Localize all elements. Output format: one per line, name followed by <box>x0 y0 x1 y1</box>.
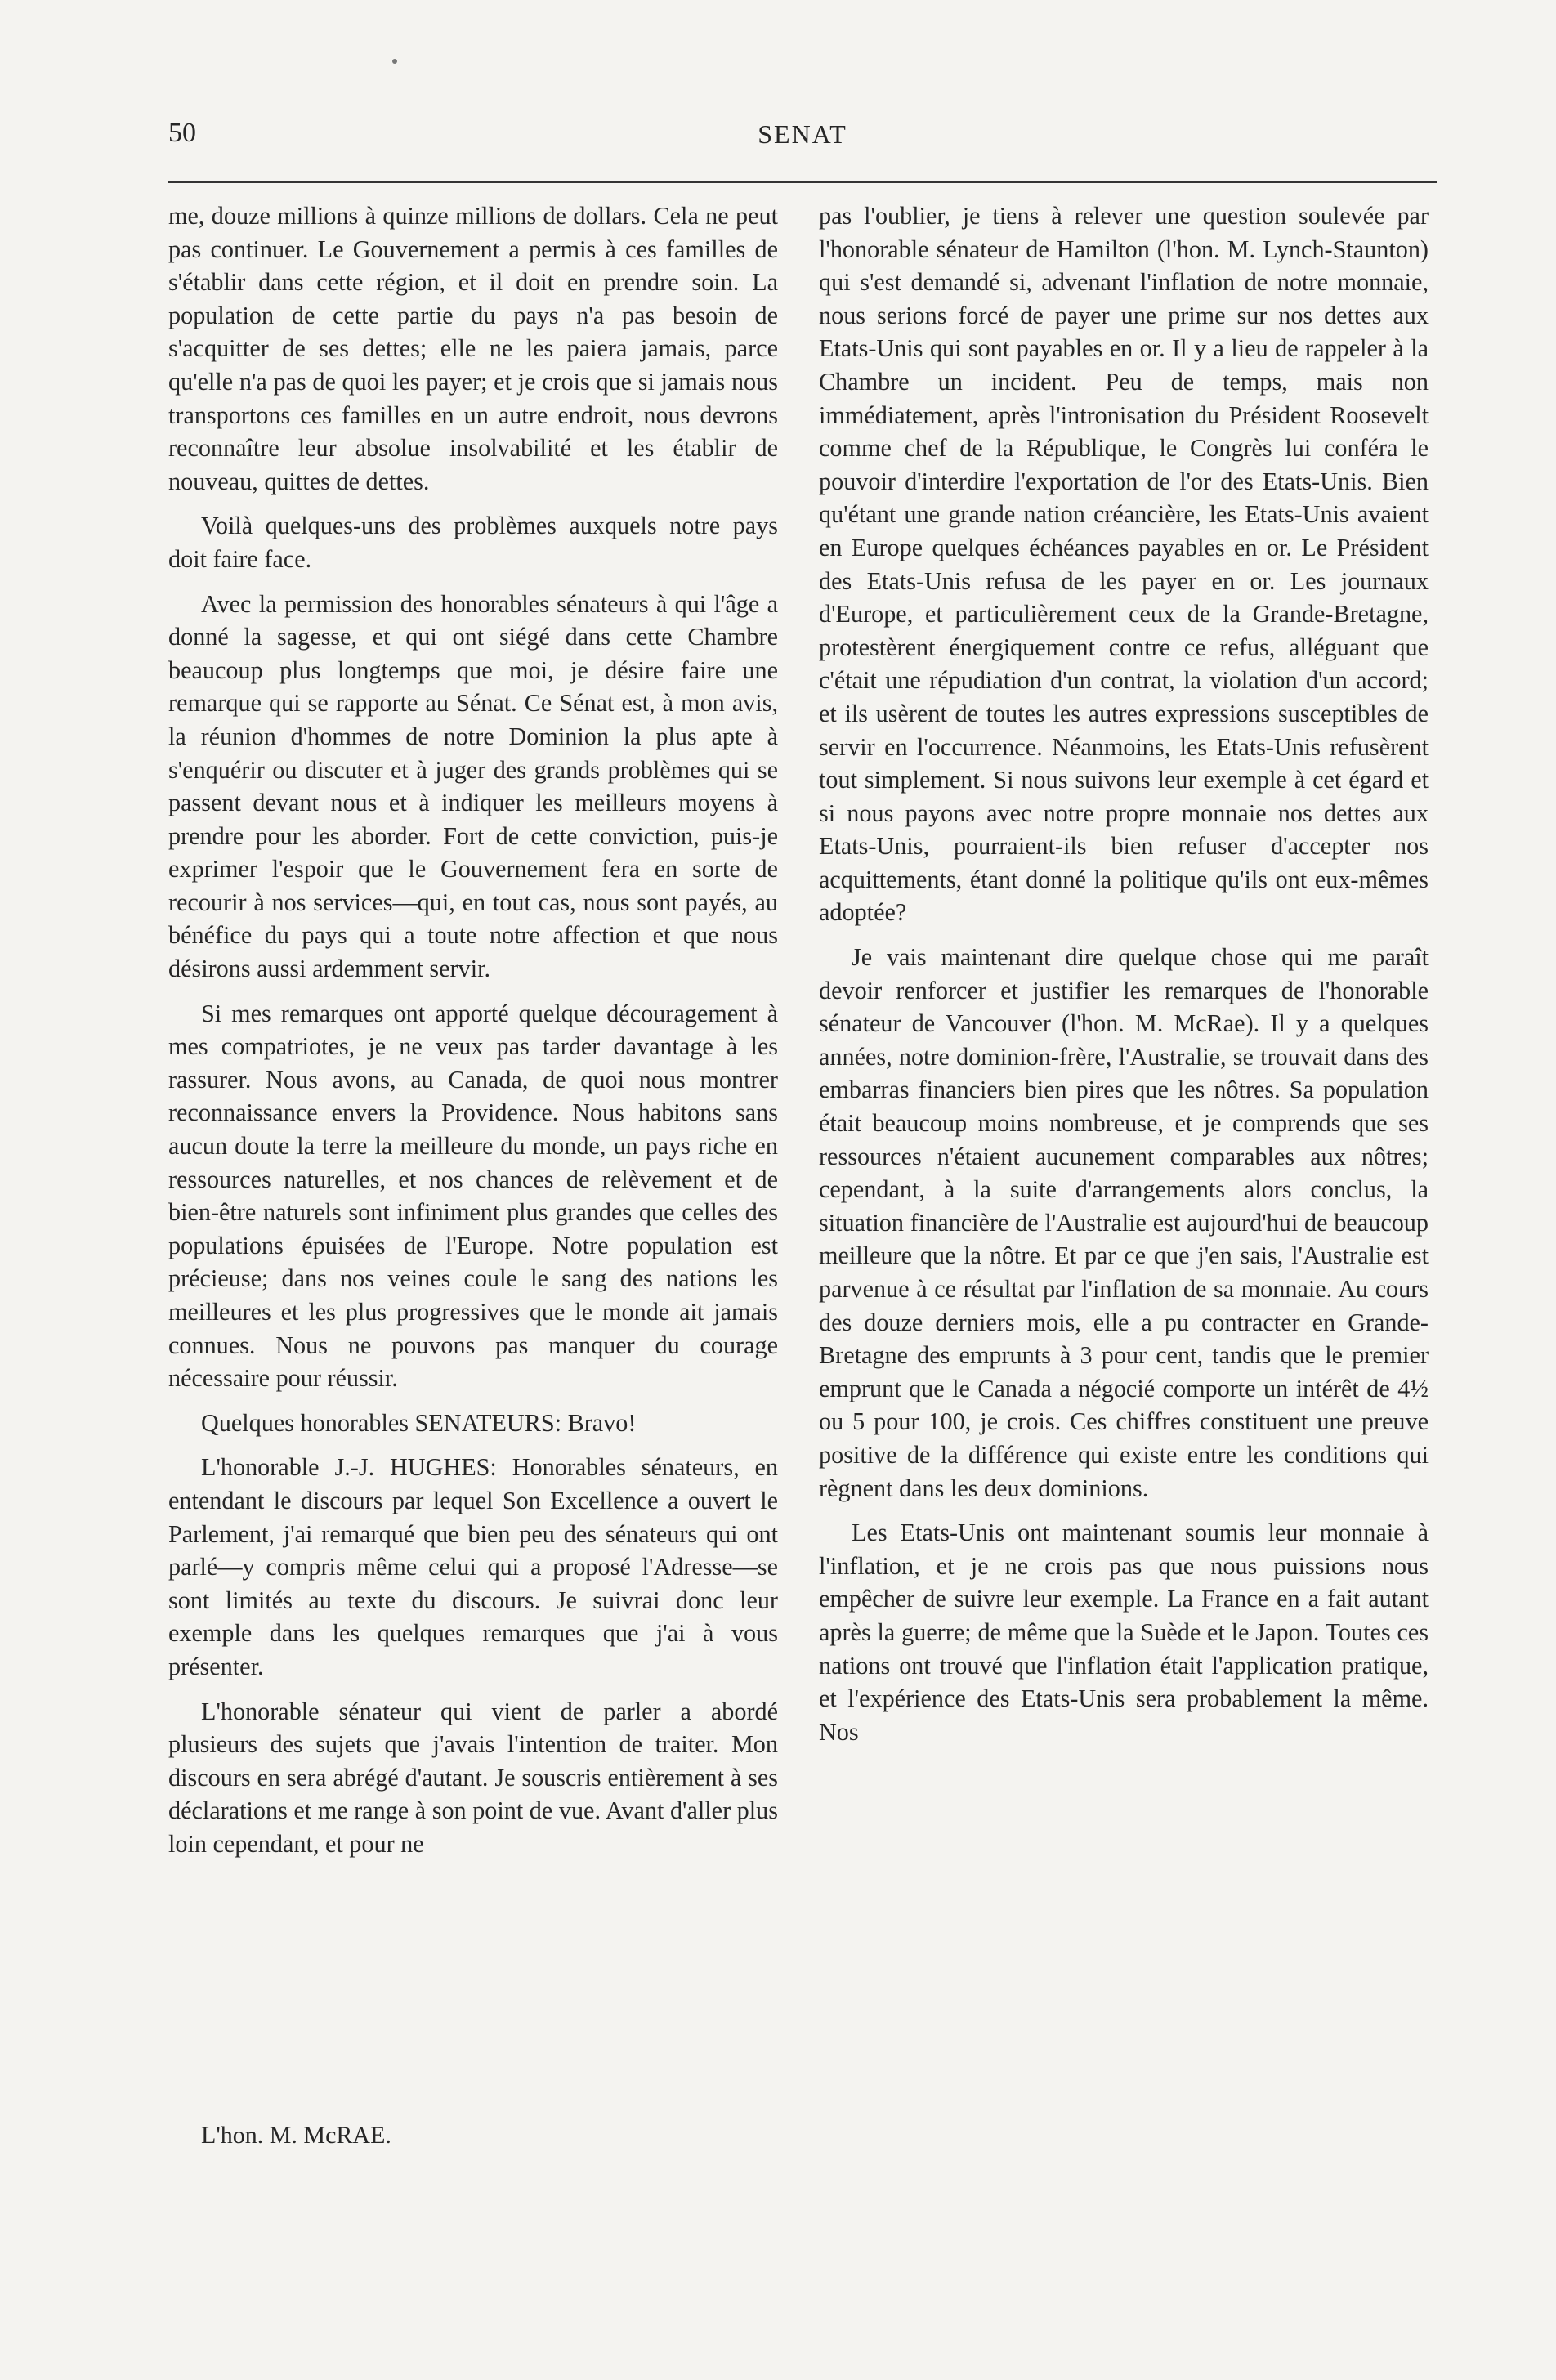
page-number: 50 <box>168 118 196 148</box>
paragraph: Je vais maintenant dire quelque chose qui me paraît devoir renforcer et justifier les remarques de l'honorable sénateur de Vancouver (l'hon. M. McRae). Il y a quelques années, notre dominion-frère, l'Australie, se trouvait dans des embarras financiers bien pires que les nôtres. Sa population était beaucoup moins nombreuse, et je comprends que ses ressources n'étaient aucunement comparables aux nôtres; cependant, à la suite d'arrangements alors conclus, la situation financière de l'Australie est aujourd'hui de beaucoup meilleure que la nôtre. Et par ce que j'en sais, l'Australie est parvenue à ce résultat par l'inflation de sa monnaie. Au cours des douze derniers mois, elle a pu contracter en Grande-Bretagne des emprunts à 3 pour cent, tandis que le premier emprunt que le Canada a négocié comporte un intérêt de 4½ ou 5 pour 100, je crois. Ces chiffres constituent une preuve positive de la différence qui existe entre les conditions qui règnent dans les deux dominions. <box>819 943 1429 1502</box>
paragraph: L'honorable sénateur qui vient de parler a abordé plusieurs des sujets que j'avais l'intention de traiter. Mon discours en sera abrégé d'autant. Je souscris entièrement à ses déclarations et me range à son point de vue. Avant d'aller plus loin cependant, et pour ne <box>168 1697 778 1858</box>
page-header <box>168 118 1437 159</box>
right-column <box>819 199 1429 1748</box>
header-rule <box>168 181 1437 183</box>
paragraph-interjection: Quelques honorables SENATEURS: Bravo! <box>201 1408 637 1437</box>
paragraph: me, douze millions à quinze millions de dollars. Cela ne peut pas continuer. Le Gouvernement a permis à ces familles de s'établir dans cette région, et il doit en prendre soin. La population de cette partie du pays n'a pas besoin de s'acquitter de ses dettes; elle ne les paiera jamais, parce qu'elle n'a pas de quoi les payer; et je crois que si jamais nous transportons ces familles en un autre endroit, nous devrons reconnaître leur absolue insolvabilité et les établir de nouveau, quittes de dettes. <box>168 202 778 495</box>
paragraph: Voilà quelques-uns des problèmes auxquels notre pays doit faire face. <box>168 512 778 573</box>
print-speck <box>392 59 397 64</box>
running-head-title: SENAT <box>758 119 847 149</box>
paragraph: Avec la permission des honorables sénateurs à qui l'âge a donné la sagesse, et qui ont siégé dans cette Chambre beaucoup plus longtemps que moi, je désire faire une remarque qui se rapporte au Sénat. Ce Sénat est, à mon avis, la réunion d'hommes de notre Dominion la plus apte à s'enquérir ou discuter et à juger des grands problèmes qui se passent devant nous et à indiquer les meilleurs moyens à prendre pour les aborder. Fort de cette conviction, puis-je exprimer l'espoir que le Gouvernement fera en sorte de recourir à nos services—qui, en tout cas, nous sont payés, au bénéfice du pays qui a toute notre affection et que nous désirons aussi ardemment servir. <box>168 589 778 983</box>
footer-speaker-name: L'hon. M. McRAE. <box>201 2122 391 2149</box>
paragraph: Si mes remarques ont apporté quelque découragement à mes compatriotes, je ne veux pas tarder davantage à les rassurer. Nous avons, au Canada, de quoi nous montrer reconnaissance envers la Providence. Nous habitons sans aucun doute la terre la meilleure du monde, un pays riche en ressources naturelles, et nos chances de relèvement et de bien-être naturels sont infiniment plus grandes que celles des populations épuisées de l'Europe. Notre population est précieuse; dans nos veines coule le sang des nations les meilleures et les plus progressives que le monde ait jamais connues. Nous ne pouvons pas manquer du courage nécessaire pour réussir. <box>168 999 778 1393</box>
paragraph: pas l'oublier, je tiens à relever une question soulevée par l'honorable sénateur de Hamilton (l'hon. M. Lynch-Staunton) qui s'est demandé si, advenant l'inflation de notre monnaie, nous serions forcé de payer une prime sur nos dettes aux Etats-Unis qui sont payables en or. Il y a lieu de rappeler à la Chambre un incident. Peu de temps, mais non immédiatement, après l'intronisation du Président Roosevelt comme chef de la République, le Congrès lui conféra le pouvoir d'interdire l'exportation de l'or des Etats-Unis. Bien qu'étant une grande nation créancière, les Etats-Unis avaient en Europe quelques échéances payables en or. Le Président des Etats-Unis refusa de les payer en or. Les journaux d'Europe, et particulièrement ceux de la Grande-Bretagne, protestèrent énergiquement contre ce refus, alléguant que c'était une répudiation d'un contrat, la violation d'un accord; et ils usèrent de toutes les autres expressions susceptibles de servir en l'occurrence. Néanmoins, les Etats-Unis refusèrent tout simplement. Si nous suivons leur exemple à cet égard et si nous payons avec notre propre monnaie nos dettes aux Etats-Unis, pourraient-ils bien refuser d'accepter nos acquittements, étant donné la politique qu'ils ont eux-mêmes adoptée? <box>819 202 1429 927</box>
paragraph: L'honorable J.-J. HUGHES: Honorables sénateurs, en entendant le discours par lequel Son Excellence a ouvert le Parlement, j'ai remarqué que bien peu des sénateurs qui ont parlé—y compris même celui qui a proposé l'Adresse—se sont limités au texte du discours. Je suivrai donc leur exemple dans les quelques remarques que j'ai à vous présenter. <box>168 1453 778 1680</box>
left-column <box>168 199 778 1861</box>
paragraph: Les Etats-Unis ont maintenant soumis leur monnaie à l'inflation, et je ne crois pas que nous puissions nous empêcher de suivre leur exemple. La France en a fait autant après la guerre; de même que la Suède et le Japon. Toutes ces nations ont trouvé que l'inflation était l'application pratique, et l'expérience des Etats-Unis sera probablement la même. Nos <box>819 1519 1429 1746</box>
